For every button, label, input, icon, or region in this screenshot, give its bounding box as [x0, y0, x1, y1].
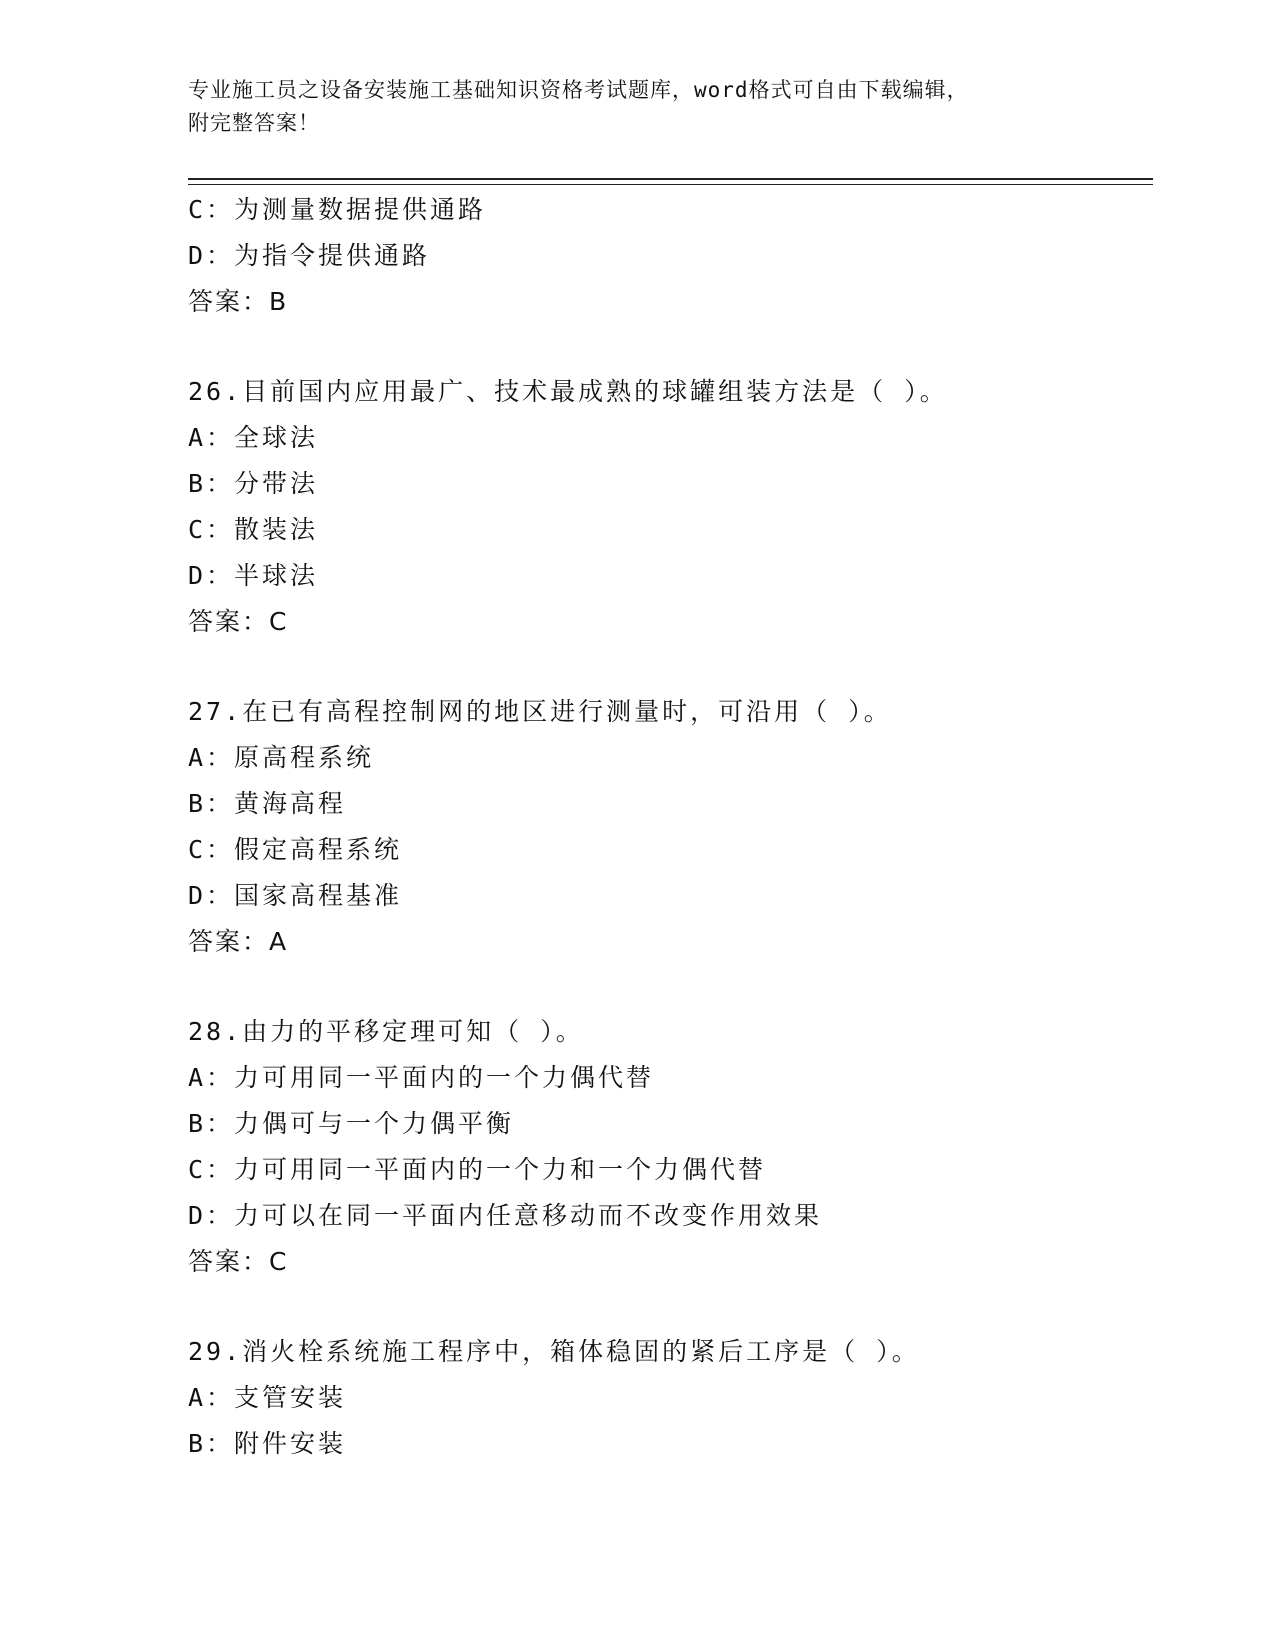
option-c: C：为测量数据提供通路 — [188, 195, 487, 224]
document-header — [188, 74, 1088, 140]
option-d: D：为指令提供通路 — [188, 241, 431, 270]
question-stem: 27.在已有高程控制网的地区进行测量时，可沿用（ ）。 — [188, 697, 892, 726]
option-a: A：原高程系统 — [188, 743, 375, 772]
answer: 答案：B — [188, 287, 289, 316]
question-29 — [188, 1329, 1148, 1467]
option-c: C：力可用同一平面内的一个力和一个力偶代替 — [188, 1155, 767, 1184]
option-d: D：国家高程基准 — [188, 881, 403, 910]
question-stem: 26.目前国内应用最广、技术最成熟的球罐组装方法是（ ）。 — [188, 377, 948, 406]
question-stem: 28.由力的平移定理可知（ ）。 — [188, 1017, 584, 1046]
option-b: B：黄海高程 — [188, 789, 347, 818]
option-d: D：力可以在同一平面内任意移动而不改变作用效果 — [188, 1201, 823, 1230]
answer: 答案：A — [188, 927, 289, 956]
header-line-1: 专业施工员之设备安装施工基础知识资格考试题库，word格式可自由下载编辑， — [188, 78, 969, 102]
option-a: A：力可用同一平面内的一个力偶代替 — [188, 1063, 655, 1092]
option-a: A：全球法 — [188, 423, 319, 452]
option-b: B：附件安装 — [188, 1429, 347, 1458]
question-stem: 29.消火栓系统施工程序中，箱体稳固的紧后工序是（ ）。 — [188, 1337, 920, 1366]
header-divider-thin — [188, 184, 1153, 185]
header-line-2: 附完整答案！ — [188, 111, 320, 135]
option-a: A：支管安装 — [188, 1383, 347, 1412]
question-fragment — [188, 187, 1148, 325]
option-c: C：假定高程系统 — [188, 835, 403, 864]
option-d: D：半球法 — [188, 561, 319, 590]
question-26 — [188, 369, 1148, 645]
option-c: C：散装法 — [188, 515, 319, 544]
option-b: B：力偶可与一个力偶平衡 — [188, 1109, 515, 1138]
question-content — [188, 187, 1148, 1467]
header-divider-thick — [188, 178, 1153, 180]
question-27 — [188, 689, 1148, 965]
answer: 答案：C — [188, 607, 289, 636]
option-b: B：分带法 — [188, 469, 319, 498]
answer: 答案：C — [188, 1247, 289, 1276]
question-28 — [188, 1009, 1148, 1285]
